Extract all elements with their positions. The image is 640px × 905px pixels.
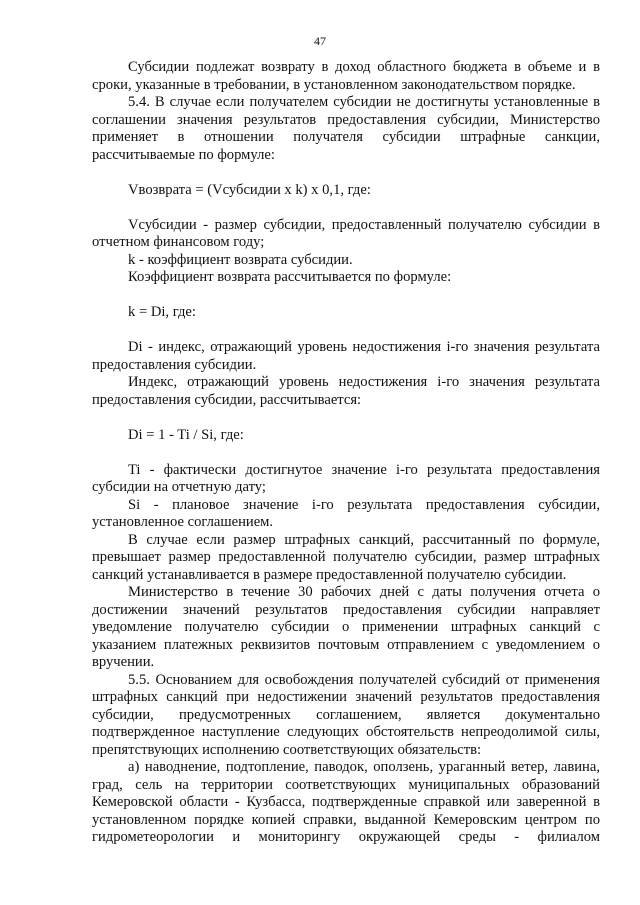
paragraph-k-formula-intro: Коэффициент возврата рассчитывается по формуле: [128,269,452,285]
formula-k: k = Di, где: [128,304,196,320]
paragraph-ministry-notice: Министерство в течение 30 рабочих дней с даты получения отчета о достижении значений результатов предоставления субсидии направляет уведомление получателю субсидии о применении штрафных санкций с указанием платежных реквизитов почтовым отправлением с уведомлением о вручении. [92,584,600,670]
paragraph-ti-definition: Ti - фактически достигнутое значение i-го результата предоставления субсидии на отчетную дату; [92,461,600,495]
spacer [92,322,600,340]
paragraph-5-5: 5.5. Основанием для освобождения получателей субсидий от применения штрафных санкций при недостижении значений результатов предоставления субсидии, предусмотренных соглашением, является документально подтвержденное наступление следующих обстоятельств непреодолимой силы, препятствующих исполнению соответствующих обязательств: [92,671,600,758]
paragraph-subsidy-return: Субсидии подлежат возврату в доход областного бюджета в объеме и в сроки, указанные в требовании, в установленном законодательством порядке. [92,59,600,93]
formula-return-volume: Vвозврата = (Vсубсидии x k) x 0,1, где: [128,181,371,198]
page-number: 47 [314,34,326,48]
spacer [92,444,600,462]
formula-di: Di = 1 - Ti / Si, где: [128,426,244,443]
paragraph-v-subsidy-definition: Vсубсидии - размер субсидии, предоставленный получателю субсидии в отчетном финансовом году; [92,216,600,250]
paragraph-di-definition: Di - индекс, отражающий уровень недостижения i-го значения результата предоставления субсидии. [92,339,600,373]
paragraph-si-definition: Si - плановое значение i-го результата предоставления субсидии, установленное соглашением. [92,496,600,530]
paragraph-5-4: 5.4. В случае если получателем субсидии не достигнуты установленные в соглашении значения результатов предоставления субсидии, Министерство применяет в отношении получателя субсидии штрафные санкции, рассчитываемые по формуле: [92,94,600,163]
document-body [92,59,600,847]
paragraph-k-definition: k - коэффициент возврата субсидии. [128,251,353,268]
paragraph-force-majeure-a: а) наводнение, подтопление, паводок, оползень, ураганный ветер, лавина, град, сель на территории соответствующих муниципальных образований Кемеровской области - Кузбасса, подтвержденные справкой или заверенной в установленном порядке копией справки, выданной Кемеровским центром по гидрометеорологии и мониторингу окружающей среды - филиалом [92,759,600,845]
spacer [92,287,600,305]
spacer [92,164,600,182]
paragraph-di-intro: Индекс, отражающий уровень недостижения i-го значения результата предоставления субсидии, рассчитывается: [92,374,600,408]
spacer [92,199,600,217]
paragraph-penalty-cap: В случае если размер штрафных санкций, рассчитанный по формуле, превышает размер предоставленной получателю субсидии, размер штрафных санкций устанавливается в размере предоставленной получателю субсидии. [92,531,600,583]
spacer [92,409,600,427]
